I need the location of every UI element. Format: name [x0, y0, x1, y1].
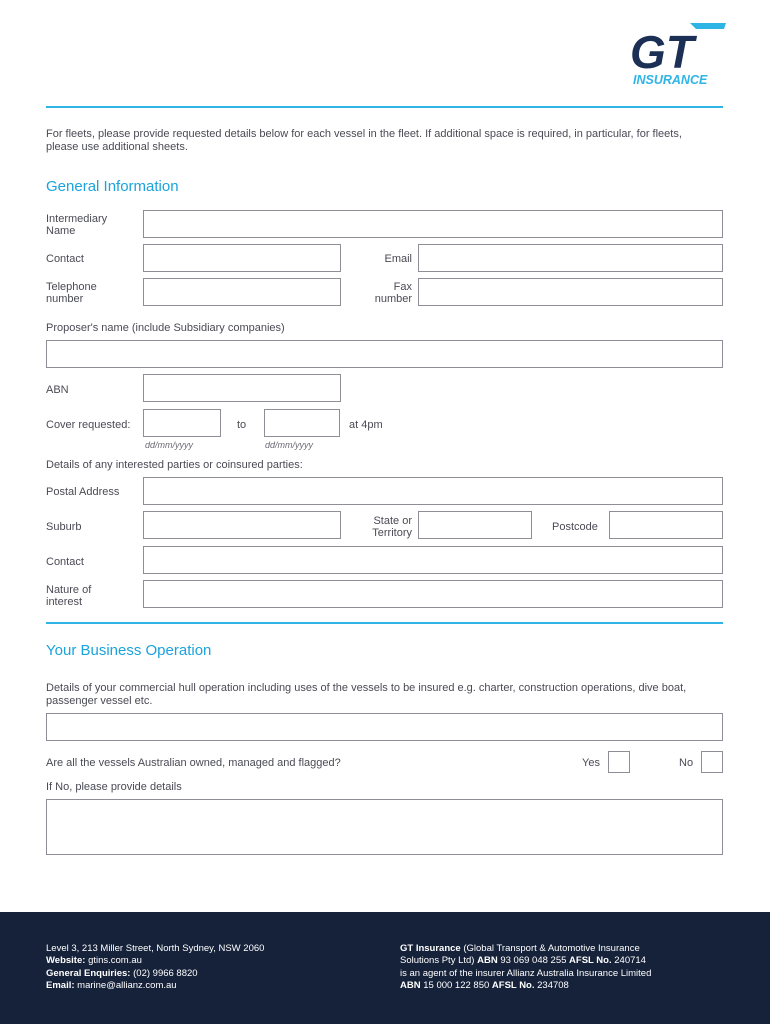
footer-allianz-abn-value: 15 000 122 850	[423, 979, 490, 991]
abn-label: ABN	[46, 384, 69, 396]
nature-of-interest-label: Nature of interest	[46, 584, 92, 608]
logo-sub-text: INSURANCE	[633, 73, 708, 87]
footer-email-link[interactable]: marine@allianz.com.au	[77, 979, 177, 991]
footer-company-desc-2: Solutions Pty Ltd)	[400, 955, 475, 967]
postal-address-label: Postal Address	[46, 486, 120, 498]
footer	[0, 912, 770, 1024]
business-details-field[interactable]	[46, 713, 723, 741]
footer-email-label: Email:	[46, 979, 75, 991]
australian-owned-question: Are all the vessels Australian owned, managed and flagged?	[46, 757, 341, 769]
business-details-label: Details of your commercial hull operation including uses of the vessels to be insured e.g. charter, construction operations, dive boat, passenger vessel etc.	[46, 682, 687, 707]
cover-from-date-field[interactable]	[143, 409, 221, 437]
no-checkbox[interactable]	[701, 751, 723, 773]
email-field[interactable]	[418, 244, 723, 272]
footer-abn-label: ABN	[477, 955, 498, 967]
contact2-label: Contact	[46, 556, 84, 568]
telephone-label: Telephone number	[46, 281, 97, 305]
date-format-hint-from: dd/mm/yyyy	[145, 440, 194, 450]
postcode-field[interactable]	[609, 511, 723, 539]
postcode-label: Postcode	[552, 521, 598, 533]
yes-checkbox[interactable]	[608, 751, 630, 773]
postal-address-field[interactable]	[143, 477, 723, 505]
interested-parties-label: Details of any interested parties or coinsured parties:	[46, 459, 303, 471]
fax-label: Fax number	[374, 281, 412, 305]
at-4pm-label: at 4pm	[349, 419, 383, 431]
footer-allianz-abn-label: ABN	[400, 979, 421, 991]
footer-abn-value: 93 069 048 255	[500, 955, 567, 967]
footer-allianz-afsl-value: 234708	[537, 979, 569, 991]
intermediary-name-label: Intermediary Name	[46, 213, 108, 237]
logo-mark-text: GT	[630, 26, 694, 78]
business-section-title: Your Business Operation	[46, 642, 212, 659]
if-no-label: If No, please provide details	[46, 781, 182, 793]
footer-company-name: GT Insurance	[400, 943, 461, 954]
intermediary-name-field[interactable]	[143, 210, 723, 238]
date-format-hint-to: dd/mm/yyyy	[265, 440, 314, 450]
footer-allianz-afsl-label: AFSL No.	[491, 979, 535, 991]
footer-afsl-label: AFSL No.	[569, 955, 612, 967]
footer-agent-line: is an agent of the insurer Allianz Australia Insurance Limited	[400, 967, 652, 979]
suburb-field[interactable]	[143, 511, 341, 539]
state-label: State or Territory	[372, 515, 412, 539]
gt-insurance-logo	[628, 20, 728, 90]
intro-text: For fleets, please provide requested details below for each vessel in the fleet. If additional space is required, in particular, for fleets, please use additional sheets.	[46, 128, 682, 153]
email-label: Email	[384, 253, 412, 265]
contact-label: Contact	[46, 253, 84, 265]
telephone-field[interactable]	[143, 278, 341, 306]
footer-website-label: Website:	[46, 955, 86, 967]
suburb-label: Suburb	[46, 521, 82, 533]
footer-company-desc-1: (Global Transport & Automotive Insurance	[463, 943, 640, 954]
abn-field[interactable]	[143, 374, 341, 402]
footer-enquiries-phone[interactable]: (02) 9966 8820	[133, 967, 198, 979]
cover-to-date-field[interactable]	[264, 409, 340, 437]
no-label: No	[679, 757, 694, 769]
general-section-title: General Information	[46, 178, 179, 195]
footer-afsl-value: 240714	[614, 955, 646, 967]
footer-website-link[interactable]: gtins.com.au	[88, 955, 142, 967]
yes-label: Yes	[582, 757, 600, 769]
proposer-label: Proposer's name (include Subsidiary companies)	[46, 322, 285, 334]
logo-mark-icon	[628, 20, 728, 90]
section-divider	[46, 622, 723, 624]
footer-address: Level 3, 213 Miller Street, North Sydney, NSW 2060	[46, 943, 265, 954]
to-label: to	[237, 419, 247, 431]
cover-requested-label: Cover requested:	[46, 419, 131, 431]
top-divider	[46, 106, 723, 108]
state-field[interactable]	[418, 511, 532, 539]
footer-legal-block	[400, 943, 730, 992]
fax-field[interactable]	[418, 278, 723, 306]
proposer-field[interactable]	[46, 340, 723, 368]
nature-of-interest-field[interactable]	[143, 580, 723, 608]
if-no-details-field[interactable]	[46, 799, 723, 855]
contact2-field[interactable]	[143, 546, 723, 574]
footer-enquiries-label: General Enquiries:	[46, 967, 131, 979]
contact-field[interactable]	[143, 244, 341, 272]
footer-contact-block	[46, 943, 366, 992]
